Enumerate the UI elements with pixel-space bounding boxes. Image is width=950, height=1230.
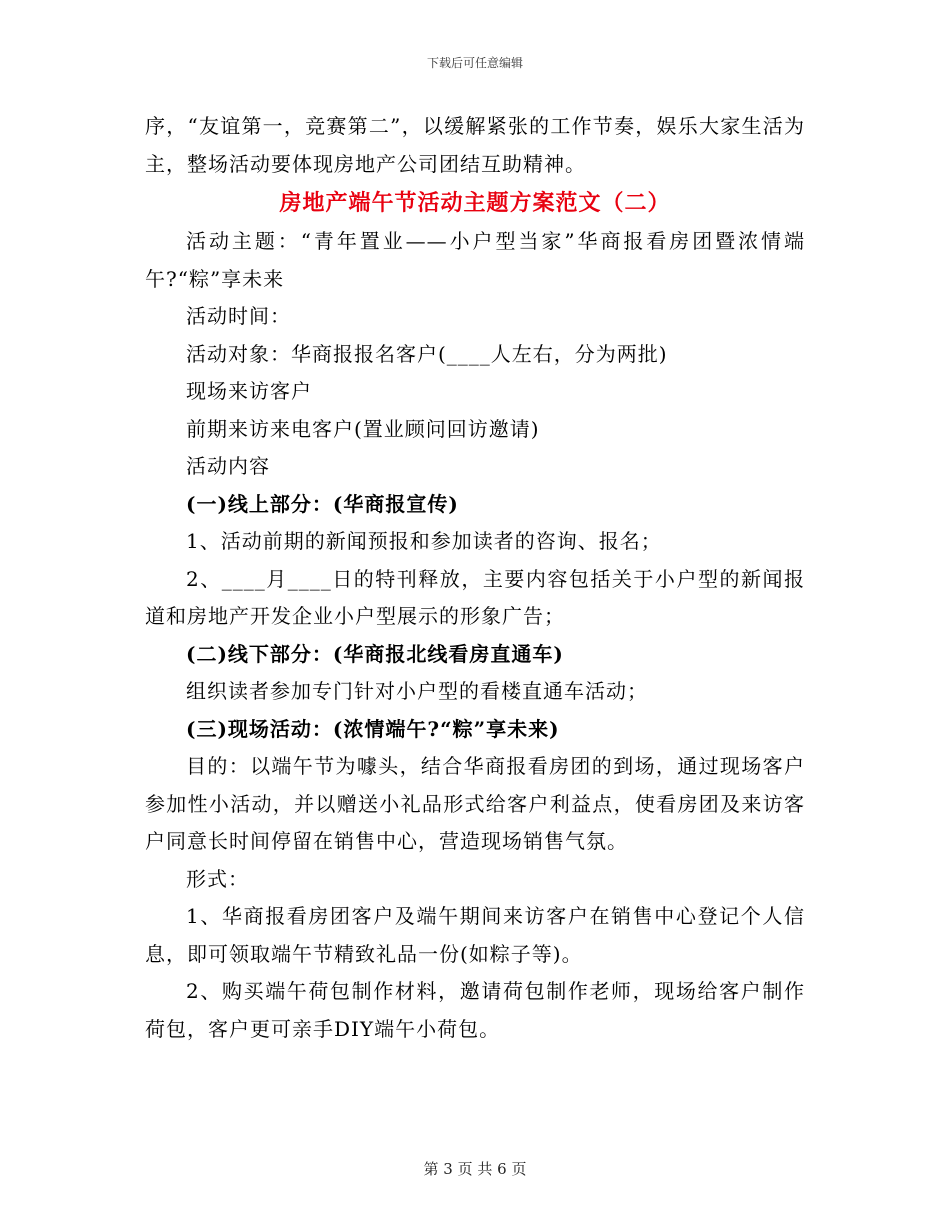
section-title: 房地产端午节活动主题方案范文（二） xyxy=(279,190,671,216)
paragraph-purpose: 目的：以端午节为噱头，结合华商报看房团的到场，通过现场客户参加性小活动，并以赠送小礼品形式给客户利益点，使看房团及来访客户同意长时间停留在销售中心，营造现场销售气氛。 xyxy=(145,754,805,853)
document-body xyxy=(145,108,805,1048)
page-number: 第 3 页 共 6 页 xyxy=(423,1160,527,1178)
paragraph-previous-visitors: 前期来访来电客户(置业顾问回访邀请) xyxy=(186,416,540,441)
paragraph-form-label: 形式： xyxy=(186,866,249,891)
paragraph-activity-time: 活动时间： xyxy=(186,304,291,328)
heading-offline-part: (二)线下部分：(华商报北线看房直通车) xyxy=(186,641,564,666)
paragraph-activity-target: 活动对象：华商报报名客户(____人左右，分为两批) xyxy=(186,341,668,366)
paragraph-online-item-2: 2、____月____日的特刊释放，主要内容包括关于小户型的新闻报道和房地产开发企业小户型展示的形象广告； xyxy=(145,566,805,628)
heading-onsite-activity: (三)现场活动：(浓情端午?“粽”享未来) xyxy=(186,716,560,741)
heading-online-part: (一)线上部分：(华商报宣传) xyxy=(186,491,459,516)
header-note: 下载后可任意编辑 xyxy=(426,56,523,70)
paragraph-online-item-1: 1、活动前期的新闻预报和参加读者的咨询、报名； xyxy=(186,529,662,553)
paragraph-activity-content: 活动内容 xyxy=(186,454,270,478)
paragraph-activity-theme: 活动主题：“青年置业——小户型当家”华商报看房团暨浓情端午?“粽”享未来 xyxy=(145,229,805,291)
paragraph-intro-continuation: 序，“友谊第一，竞赛第二”，以缓解紧张的工作节奏，娱乐大家生活为主，整场活动要体现房地产公司团结互助精神。 xyxy=(145,114,805,176)
paragraph-form-item-1: 1、华商报看房团客户及端午期间来访客户在销售中心登记个人信息，即可领取端午节精致礼品一份(如粽子等)。 xyxy=(145,904,805,966)
paragraph-form-item-2: 2、购买端午荷包制作材料，邀请荷包制作老师，现场给客户制作荷包，客户更可亲手DIY端午小荷包。 xyxy=(145,979,805,1041)
paragraph-onsite-visitors: 现场来访客户 xyxy=(186,379,312,403)
paragraph-offline-item: 组织读者参加专门针对小户型的看楼直通车活动； xyxy=(186,679,648,703)
